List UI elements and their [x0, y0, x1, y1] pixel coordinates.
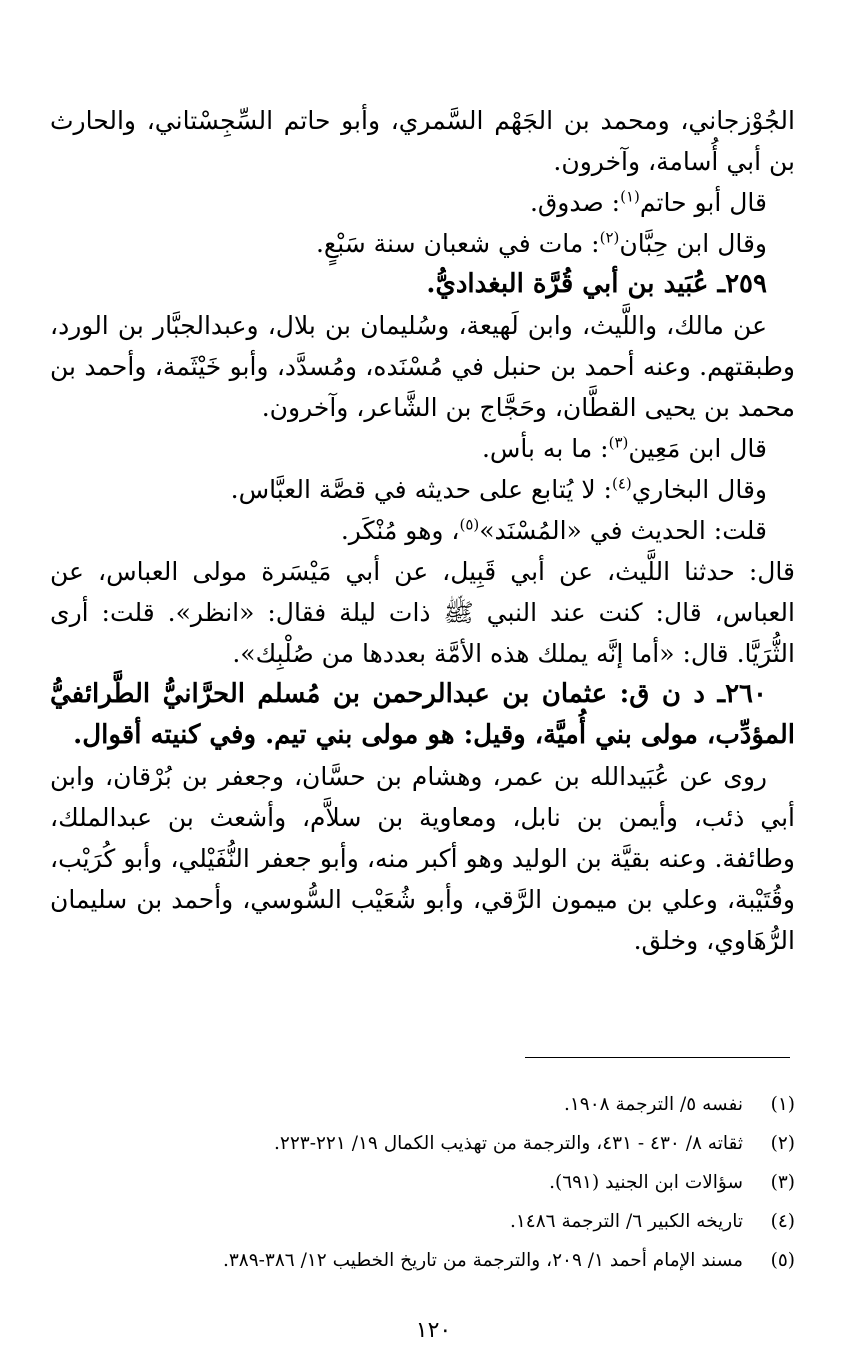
page-number: ١٢٠ [415, 1318, 452, 1343]
footnote-ref-1[interactable]: (١) [620, 187, 640, 206]
text-segment: قلت: الحديث في «المُسْنَد» [479, 516, 767, 545]
footnote-text: نفسه ٥/ الترجمة ١٩٠٨. [563, 1094, 743, 1115]
text-segment: ، وهو مُنْكَر. [340, 516, 460, 545]
main-text [50, 100, 795, 961]
text-segment: وقال البخاري [631, 475, 767, 504]
paragraph-ibn-main [50, 428, 795, 469]
footnote-item [50, 1124, 795, 1163]
text-segment: وقال ابن حِبَّان [619, 229, 767, 258]
footnote-number: (٢) [770, 1133, 795, 1154]
paragraph-bukhari [50, 469, 795, 510]
text-segment: قال ابن مَعِين [628, 434, 767, 463]
text-segment: : مات في شعبان سنة سَبْعٍ. [315, 229, 600, 258]
footnote-ref-3[interactable]: (٣) [608, 433, 629, 452]
paragraph-abu-hatim [50, 182, 795, 223]
text-segment: قال أبو حاتم [639, 188, 767, 217]
paragraph-narrators: عن مالك، واللَّيث، وابن لَهيعة، وسُليمان بن بلال، وعبدالجبَّار بن الورد، وطبقتهم. وعنه أحمد بن حنبل في مُسْنَده، ومُسدَّد، وأبو خَيْثَمة، وأحمد بن محمد بن يحيى القطَّان، وحَجَّاج بن الشَّاعر، وآخرون. [50, 311, 795, 422]
paragraph-hadith: قال: حدثنا اللَّيث، عن أبي قَبِيل، عن أبي مَيْسَرة مولى العباس، عن العباس، قال: كنت عند النبي ﷺ ذات ليلة فقال: «انظر». قلت: أرى الثُّرَيَّا. قال: «أما إنَّه يملك هذه الأمَّة بعددها من صُلْبِك». [50, 557, 795, 668]
footnote-number: (١) [770, 1094, 795, 1115]
paragraph-narrated-from: روى عن عُبَيدالله بن عمر، وهشام بن حسَّان، وجعفر بن بُرْقان، وابن أبي ذئب، وأيمن بن نابل، ومعاوية بن سلاَّم، وأشعث بن عبدالملك، وطائفة. وعنه بقيَّة بن الوليد وهو أكبر منه، وأبو جعفر النُّفَيْلي، وأبو كُرَيْب، وقُتَيْبة، وعلي بن ميمون الرَّقي، وأبو شُعَيْب السُّوسي، وأحمد بن سليمان الرُّهَاوي، وخلق. [50, 762, 795, 955]
paragraph-musnad [50, 510, 795, 551]
text-segment: : ما به بأس. [481, 434, 609, 463]
footnote-text: مسند الإمام أحمد ١/ ٢٠٩، والترجمة من تاريخ الخطيب ١٢/ ٣٨٦-٣٨٩. [222, 1250, 743, 1271]
footnote-separator [525, 1057, 790, 1058]
footnote-item [50, 1163, 795, 1202]
footnote-number: (٣) [770, 1172, 795, 1193]
footnote-item [50, 1241, 795, 1280]
footnote-item [50, 1202, 795, 1241]
footnote-ref-2[interactable]: (٢) [599, 228, 620, 247]
footnote-text: تاريخه الكبير ٦/ الترجمة ١٤٨٦. [509, 1211, 743, 1232]
footnote-ref-4[interactable]: (٤) [611, 474, 632, 493]
footnote-text: سؤالات ابن الجنيد (٦٩١). [549, 1172, 743, 1193]
paragraph-continuation: الجُوْزجاني، ومحمد بن الجَهْم السَّمري، وأبو حاتم السِّجِسْتاني، والحارث بن أبي أُسامة، وآخرون. [50, 106, 795, 176]
footnote-text: ثقاته ٨/ ٤٣٠ - ٤٣١، والترجمة من تهذيب الكمال ١٩/ ٢٢١-٢٢٣. [274, 1133, 743, 1154]
footnote-number: (٤) [770, 1211, 795, 1232]
paragraph-ibn-hibban [50, 223, 795, 264]
footnote-number: (٥) [770, 1250, 795, 1271]
footnote-ref-5[interactable]: (٥) [459, 515, 480, 534]
entry-259-heading: ٢٥٩ـ عُبَيد بن أبي قُرَّة البغداديُّ. [426, 269, 767, 299]
entry-260-heading: ٢٦٠ـ د ن ق: عثمان بن عبدالرحمن بن مُسلم الحرَّانيُّ الطَّرائفيُّ المؤدِّب، مولى بني أُميَّة، وقيل: هو مولى بني تيم. وفي كنيته أقوال. [50, 679, 795, 750]
footnote-item [50, 1085, 795, 1124]
text-segment: : لا يُتابع على حديثه في قصَّة العبَّاس. [230, 475, 612, 504]
text-segment: : صدوق. [529, 188, 621, 217]
footnotes [50, 1085, 795, 1280]
